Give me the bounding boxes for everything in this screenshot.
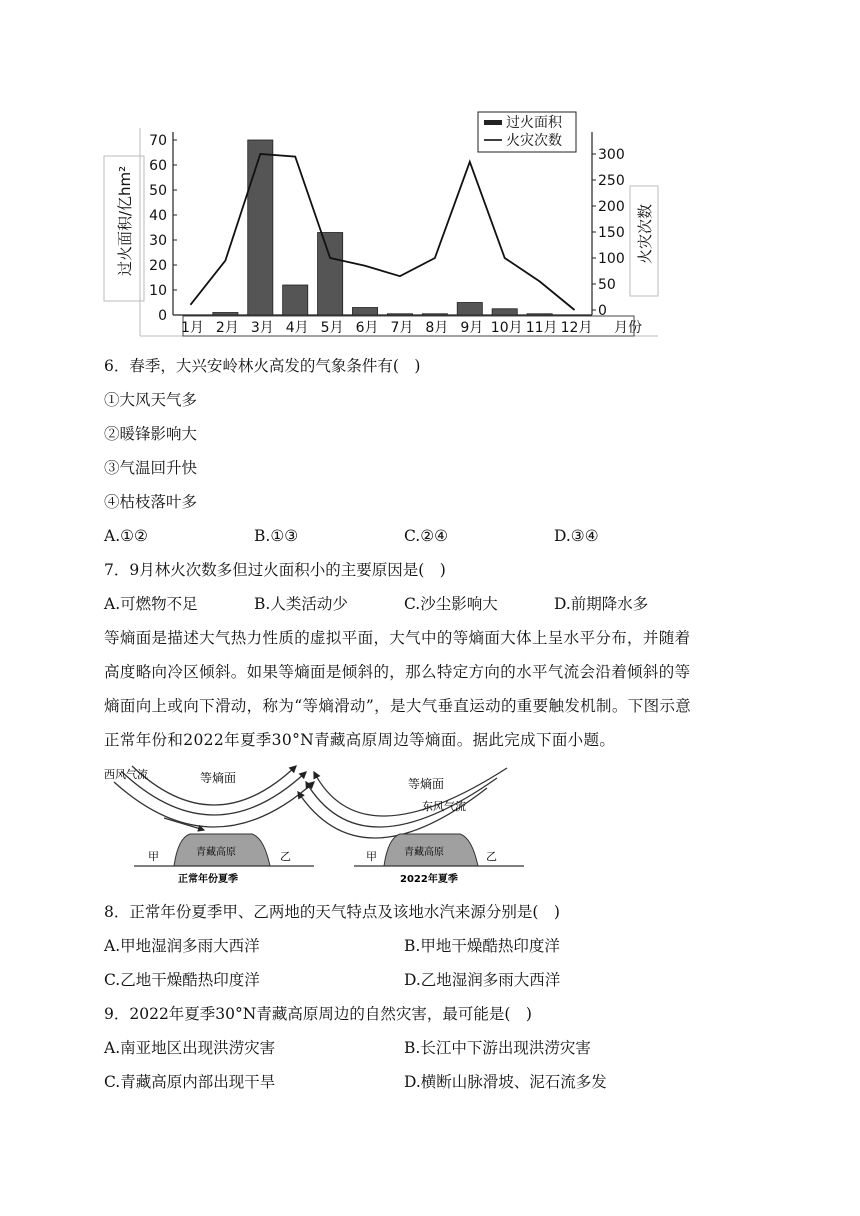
passage-line-1: 等熵面是描述大气热力性质的虚拟平面，大气中的等熵面大体上呈水平分布，并随着	[104, 629, 691, 647]
bar	[492, 309, 517, 315]
y-left-label: 过火面积/亿hm²	[116, 165, 134, 276]
q6-option-d[interactable]: D.③④	[554, 527, 599, 545]
chart-legend	[478, 112, 576, 152]
q6-item-2: ②暖锋影响大	[104, 425, 198, 443]
q9-option-a[interactable]: A.南亚地区出现洪涝灾害	[104, 1039, 276, 1057]
legend-label-area: 过火面积	[506, 115, 562, 131]
bar	[352, 308, 377, 316]
q6-option-c[interactable]: C.②④	[404, 527, 449, 545]
passage-line-4: 正常年份和2022年夏季30°N青藏高原周边等熵面。据此完成下面小题。	[104, 731, 616, 749]
bar	[283, 285, 308, 315]
point-yi-left: 乙	[280, 850, 291, 863]
point-yi-right: 乙	[486, 850, 497, 863]
left-tick-label: 50	[149, 183, 167, 199]
legend-swatch-bar	[484, 120, 502, 125]
left-tick-label: 0	[158, 308, 167, 324]
surface-label-left: 等熵面	[200, 771, 237, 785]
q6-item-4: ④枯枝落叶多	[104, 493, 198, 511]
point-jia-right: 甲	[366, 850, 377, 863]
left-tick-label: 30	[149, 233, 167, 249]
q9-option-c[interactable]: C.青藏高原内部出现干旱	[104, 1073, 276, 1091]
bar	[387, 314, 412, 315]
q6-option-a[interactable]: A.①②	[104, 527, 148, 545]
q7-option-b[interactable]: B.人类活动少	[254, 595, 348, 613]
q7-option-d[interactable]: D.前期降水多	[554, 595, 649, 613]
x-tick-label: 11月	[525, 320, 558, 336]
q8-option-c[interactable]: C.乙地干燥酷热印度洋	[104, 971, 260, 989]
q6-item-3: ③气温回升快	[104, 459, 198, 477]
legend-label-count: 火灾次数	[506, 133, 562, 149]
wind-label-left: 西风气流	[104, 768, 148, 781]
x-tick-label: 9月	[460, 320, 484, 336]
right-tick-label: 200	[598, 199, 625, 215]
bar-series-area	[213, 140, 552, 315]
x-tick-label: 10月	[490, 320, 523, 336]
x-tick-label: 5月	[320, 320, 344, 336]
surface-label-right: 等熵面	[408, 777, 445, 791]
x-tick-label: 1月	[180, 320, 204, 336]
right-tick-label: 0	[598, 303, 607, 319]
right-tick-label: 250	[598, 173, 625, 189]
caption-right: 2022年夏季	[400, 874, 458, 885]
right-tick-label: 150	[598, 225, 625, 241]
fire-chart	[100, 106, 660, 342]
chart-frames	[104, 128, 658, 336]
diagram-2022-summer	[298, 768, 524, 885]
left-tick-label: 20	[149, 258, 167, 274]
x-unit-label: 月份	[614, 320, 642, 336]
passage-line-3: 熵面向上或向下滑动，称为“等熵滑动”，是大气垂直运动的重要触发机制。下图示意	[104, 697, 692, 715]
bar	[213, 313, 238, 316]
right-tick-label: 50	[598, 277, 616, 293]
wind-label-right: 东风气流	[422, 800, 466, 813]
bar	[318, 233, 343, 316]
left-tick-label: 70	[149, 133, 167, 149]
bar	[248, 140, 273, 315]
x-tick-label: 12月	[560, 320, 593, 336]
q7-option-c[interactable]: C.沙尘影响大	[404, 595, 498, 613]
right-tick-label: 100	[598, 251, 625, 267]
q8-stem: 8．正常年份夏季甲、乙两地的天气特点及该地水汽来源分别是( )	[104, 903, 560, 921]
x-tick-label: 3月	[250, 320, 274, 336]
isentropic-diagram	[104, 762, 534, 892]
q9-stem: 9．2022年夏季30°N青藏高原周边的自然灾害，最可能是( )	[104, 1005, 532, 1023]
q8-option-a[interactable]: A.甲地湿润多雨大西洋	[104, 937, 260, 955]
plateau-label-left: 青藏高原	[196, 847, 236, 858]
x-tick-label: 2月	[215, 320, 239, 336]
left-tick-label: 60	[149, 158, 167, 174]
left-tick-label: 10	[149, 283, 167, 299]
bar	[457, 303, 482, 316]
q6-stem: 6．春季，大兴安岭林火高发的气象条件有( )	[104, 357, 421, 375]
axis-labels	[116, 166, 654, 276]
q6-option-b[interactable]: B.①③	[254, 527, 299, 545]
left-tick-label: 40	[149, 208, 167, 224]
q8-option-d[interactable]: D.乙地湿润多雨大西洋	[404, 971, 561, 989]
q6-item-1: ①大风天气多	[104, 391, 198, 409]
plateau-label-right: 青藏高原	[404, 847, 444, 858]
q9-option-b[interactable]: B.长江中下游出现洪涝灾害	[404, 1039, 591, 1057]
x-tick-label: 4月	[285, 320, 309, 336]
right-tick-label: 300	[598, 147, 625, 163]
passage-line-2: 高度略向冷区倾斜。如果等熵面是倾斜的，那么特定方向的水平气流会沿着倾斜的等	[104, 663, 691, 681]
x-tick-label: 7月	[390, 320, 414, 336]
q9-option-d[interactable]: D.横断山脉滑坡、泥石流多发	[404, 1073, 607, 1091]
bar	[422, 314, 447, 315]
x-tick-label: 8月	[425, 320, 449, 336]
y-right-label: 火灾次数	[636, 203, 654, 264]
caption-left: 正常年份夏季	[178, 874, 238, 885]
q7-option-a[interactable]: A.可燃物不足	[104, 595, 198, 613]
bar	[527, 314, 552, 315]
x-tick-label: 6月	[355, 320, 379, 336]
q7-stem: 7．9月林火次数多但过火面积小的主要原因是( )	[104, 561, 446, 579]
point-jia-left: 甲	[148, 850, 159, 863]
diagram-normal-summer	[104, 766, 314, 885]
q8-option-b[interactable]: B.甲地干燥酷热印度洋	[404, 937, 560, 955]
